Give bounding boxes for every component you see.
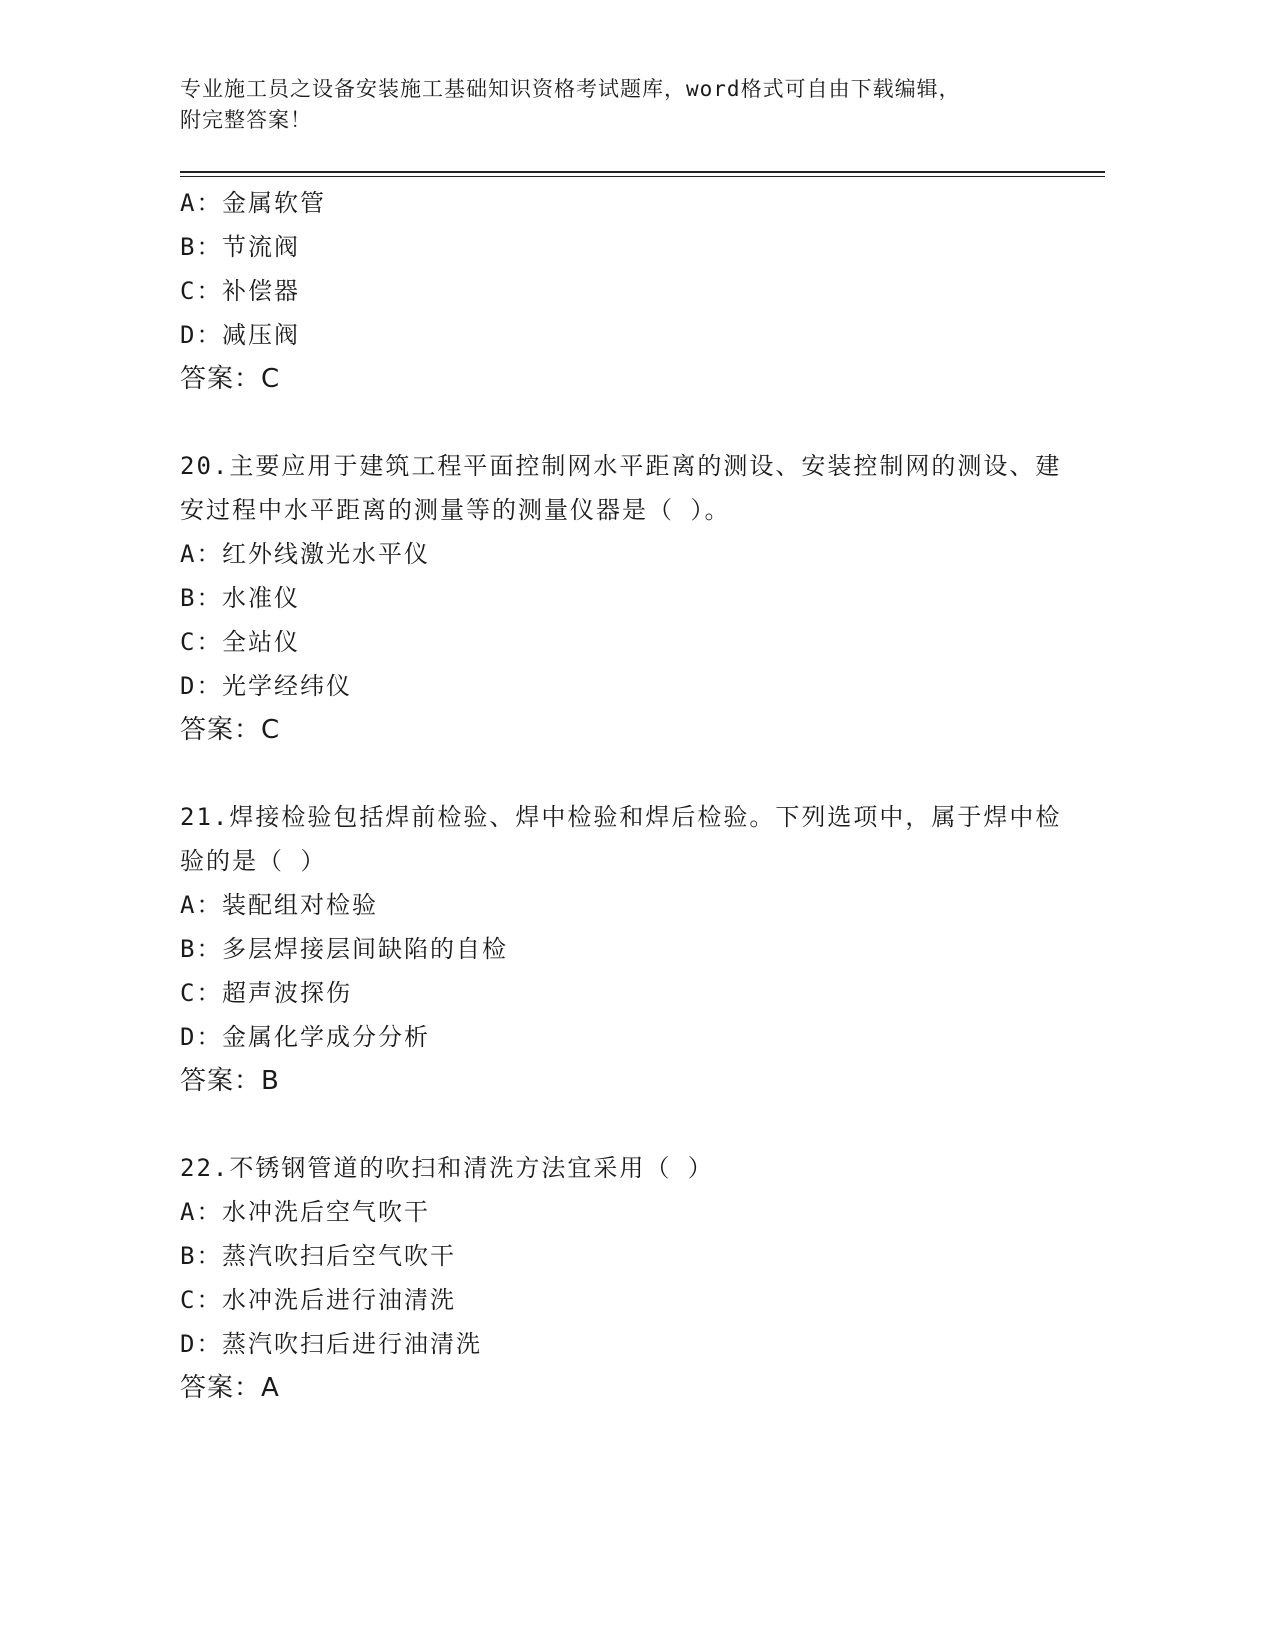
option-letter: A：	[180, 1198, 223, 1226]
option-d	[180, 313, 1080, 357]
option-text: 装配组对检验	[222, 891, 378, 919]
option-letter: C：	[180, 1286, 223, 1314]
option-letter: B：	[180, 233, 223, 261]
option-a	[180, 883, 1080, 927]
option-text: 光学经纬仪	[222, 672, 352, 700]
option-letter: B：	[180, 584, 223, 612]
option-c	[180, 1278, 1080, 1322]
option-c	[180, 269, 1080, 313]
option-text: 金属软管	[222, 189, 326, 217]
option-b	[180, 576, 1080, 620]
option-text: 多层焊接层间缺陷的自检	[222, 935, 508, 963]
answer-line: 答案：A	[180, 1373, 280, 1403]
header-line-2: 附完整答案！	[180, 108, 312, 132]
answer-line: 答案：C	[180, 364, 281, 394]
option-letter: A：	[180, 891, 223, 919]
question-list	[180, 181, 1080, 1410]
option-c	[180, 620, 1080, 664]
header-line-1: 专业施工员之设备安装施工基础知识资格考试题库，word格式可自由下载编辑，	[180, 77, 961, 101]
option-d	[180, 1015, 1080, 1059]
option-a	[180, 532, 1080, 576]
option-text: 水准仪	[222, 584, 300, 612]
header-rule-thin	[180, 176, 1105, 177]
option-b	[180, 225, 1080, 269]
option-letter: B：	[180, 935, 223, 963]
option-letter: C：	[180, 979, 223, 1007]
option-text: 减压阀	[222, 321, 300, 349]
option-text: 蒸汽吹扫后进行油清洗	[222, 1330, 482, 1358]
option-letter: C：	[180, 628, 223, 656]
option-letter: D：	[180, 672, 223, 700]
option-text: 超声波探伤	[222, 979, 352, 1007]
question-20	[180, 444, 1080, 752]
option-text: 全站仪	[222, 628, 300, 656]
option-text: 红外线激光水平仪	[222, 540, 430, 568]
option-text: 节流阀	[222, 233, 300, 261]
option-b	[180, 927, 1080, 971]
answer-line: 答案：C	[180, 715, 281, 745]
question-text: 20.主要应用于建筑工程平面控制网水平距离的测设、安装控制网的测设、建安过程中水平距离的测量等的测量仪器是（ ）。	[180, 452, 1062, 524]
option-d	[180, 1322, 1080, 1366]
option-text: 水冲洗后进行油清洗	[222, 1286, 456, 1314]
question-text: 22.不锈钢管道的吹扫和清洗方法宜采用（ ）	[180, 1154, 714, 1182]
option-letter: A：	[180, 540, 223, 568]
option-a	[180, 181, 1080, 225]
question-22	[180, 1146, 1080, 1410]
option-text: 水冲洗后空气吹干	[222, 1198, 430, 1226]
question-19	[180, 181, 1080, 401]
option-letter: D：	[180, 1330, 223, 1358]
option-letter: B：	[180, 1242, 223, 1270]
option-c	[180, 971, 1080, 1015]
question-text: 21.焊接检验包括焊前检验、焊中检验和焊后检验。下列选项中，属于焊中检验的是（ ）	[180, 803, 1062, 875]
answer-line: 答案：B	[180, 1066, 280, 1096]
option-text: 金属化学成分分析	[222, 1023, 430, 1051]
document-header	[180, 74, 1080, 136]
question-21	[180, 795, 1080, 1103]
option-text: 补偿器	[222, 277, 300, 305]
header-rule-thick	[180, 171, 1105, 173]
option-text: 蒸汽吹扫后空气吹干	[222, 1242, 456, 1270]
option-b	[180, 1234, 1080, 1278]
option-letter: A：	[180, 189, 223, 217]
option-d	[180, 664, 1080, 708]
option-letter: D：	[180, 1023, 223, 1051]
option-letter: D：	[180, 321, 223, 349]
option-a	[180, 1190, 1080, 1234]
option-letter: C：	[180, 277, 223, 305]
